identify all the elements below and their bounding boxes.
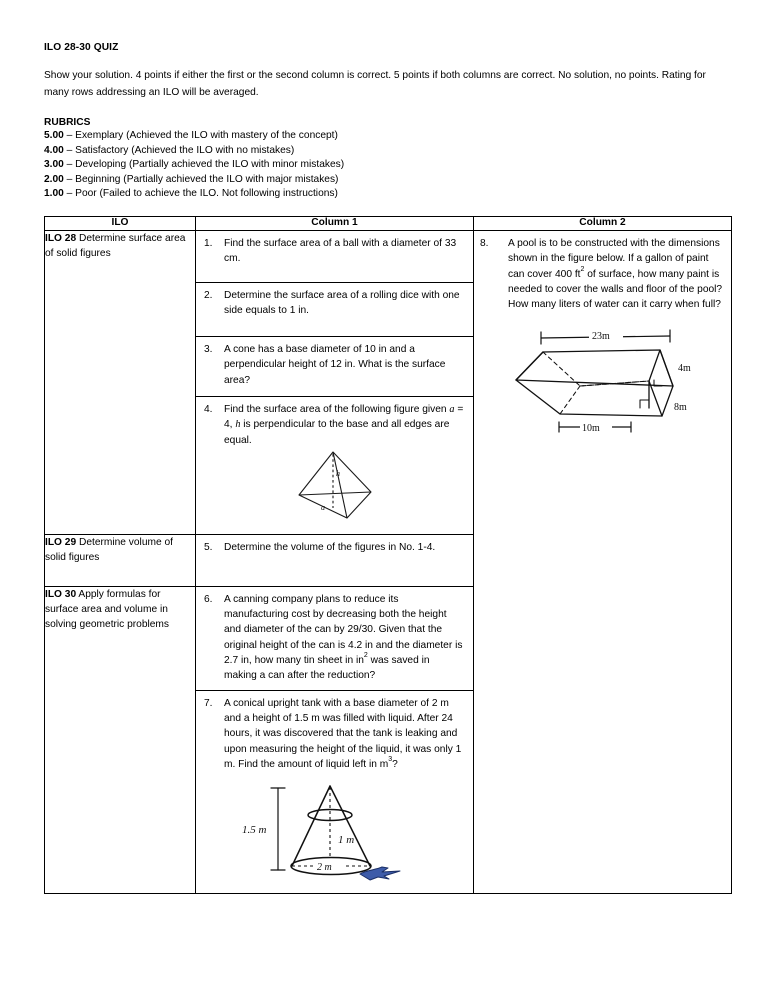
rubric-dash: – <box>63 130 76 141</box>
question-7-superscript: 3 <box>388 755 393 763</box>
rubric-score: 1.00 <box>44 188 64 200</box>
document-content <box>44 42 728 894</box>
question-8-text <box>508 236 723 312</box>
question-3-block <box>196 337 473 397</box>
ilo-30-column1-cell <box>196 586 474 893</box>
ilo-description: Determine volume of solid figures <box>45 536 173 563</box>
question-6-number: 6. <box>204 593 213 605</box>
question-2-block <box>196 283 473 337</box>
pool-bottom-label: 10m <box>581 423 600 435</box>
ilo-description: Apply formulas for surface area and volume in solving geometric problems <box>45 588 170 630</box>
pool-right-upper-label: 4m <box>677 363 691 375</box>
question-4-block <box>196 397 473 534</box>
rubric-text: Exemplary (Achieved the ILO with mastery of the concept) <box>75 130 338 141</box>
header-column-2: Column 2 <box>474 216 732 230</box>
question-6-text-a: A canning company plans to reduce its manufacturing cost by decreasing both the height and diameter of the can by 29/30. Given that the original height of the can is 4.2 in and the diameter is 2.7 in, how many tin sheet in in <box>224 593 463 667</box>
rubric-dash: – <box>63 173 76 185</box>
tetrahedron-height-label: h <box>335 468 340 478</box>
cone-diameter-label: 2 m <box>316 862 332 874</box>
rubric-text: Poor (Failed to achieve the ILO. Not following instructions) <box>75 188 338 200</box>
pool-top-label: 23m <box>591 331 610 343</box>
question-8 <box>480 236 723 312</box>
cone-liquid-height-label: 1 m <box>337 834 354 847</box>
question-8-text-a: A pool is to be constructed with the dimensions shown in the figure below. If a gallon of paint can cover 400 ft <box>508 237 720 280</box>
question-5-number: 5. <box>204 541 213 553</box>
question-4-equals: = <box>454 403 464 415</box>
pool-prism-figure <box>502 324 702 436</box>
cone-total-height-label: 1.5 m <box>241 824 266 837</box>
rubric-score: 2.00 <box>44 173 64 185</box>
instructions-paragraph: Show your solution. 4 points if either the first or the second column is correct. 5 points if both columns are correct. No solution, no points. Rating for many rows addressing an ILO will be averaged. <box>44 70 706 98</box>
table-header-row <box>45 216 732 230</box>
question-1-block <box>196 231 473 283</box>
question-4-text-a: Find the surface area of the following figure given <box>224 403 450 415</box>
question-8-number: 8. <box>480 237 489 249</box>
ilo-28-column1-cell <box>196 230 474 534</box>
header-ilo: ILO <box>45 216 196 230</box>
rubric-dash: – <box>63 159 76 171</box>
variable-a: a <box>449 403 455 415</box>
page-title: ILO 28-30 QUIZ <box>44 42 119 53</box>
question-7-text-a: A conical upright tank with a base diameter of 2 m and a height of 1.5 m was filled with liquid. After 24 hours, it was discovered that the tank is leaking and upon measuring the height of the liquid, it was only 1 m. Find the amount of liquid left in m <box>224 697 462 770</box>
leak-puddle-icon <box>360 867 400 880</box>
ilo-description: Determine surface area of solid figures <box>45 232 186 259</box>
question-7-text <box>224 696 465 772</box>
rubric-item-5 <box>44 129 728 144</box>
question-5-text: Determine the volume of the figures in No. 1-4. <box>224 541 436 553</box>
question-7-number: 7. <box>204 697 213 709</box>
ilo-30-cell <box>45 586 196 893</box>
question-7-text-b: ? <box>392 758 398 770</box>
question-2-number: 2. <box>204 289 213 301</box>
rubric-dash: – <box>63 188 76 200</box>
question-5-block <box>196 535 473 586</box>
question-8-text-b: of surface, how many paint is needed to cover the walls and floor of the pool? How many liters of water can it carry when full? <box>508 268 723 311</box>
variable-h: h <box>235 419 241 431</box>
question-3-text: A cone has a base diameter of 10 in and a perpendicular height of 12 in. What is the surface area? <box>224 343 446 386</box>
rubric-score: 4.00 <box>44 144 64 156</box>
tetrahedron-base-label: a <box>320 502 325 512</box>
cone-figure-wrapper <box>204 778 465 887</box>
question-6-text-b: was saved in making a can after the reduction? <box>224 655 430 682</box>
rubric-dash: – <box>63 144 76 156</box>
tetrahedron-figure-wrapper <box>204 448 465 528</box>
question-6-superscript: 2 <box>363 652 368 660</box>
ilo-code: ILO 30 <box>45 588 77 600</box>
cone-tank-figure <box>242 778 428 882</box>
tetrahedron-figure <box>285 448 385 523</box>
rubric-score: 5.00 <box>44 130 64 141</box>
question-6-block <box>196 587 473 691</box>
question-4-text <box>224 402 465 448</box>
question-7-block <box>196 691 473 893</box>
pool-right-lower-label: 8m <box>673 402 687 414</box>
rubric-text: Developing (Partially achieved the ILO with minor mistakes) <box>75 159 345 171</box>
rubrics-heading: RUBRICS <box>44 117 91 128</box>
pool-figure-wrapper <box>480 324 723 441</box>
question-6-text <box>224 592 465 684</box>
rubric-score: 3.00 <box>44 159 64 171</box>
rubric-item-3 <box>44 158 728 173</box>
rubric-text: Beginning (Partially achieved the ILO with major mistakes) <box>75 173 339 185</box>
rubric-item-2 <box>44 173 728 188</box>
question-3-number: 3. <box>204 343 213 355</box>
ilo-28-cell <box>45 230 196 534</box>
question-4-text-c: is perpendicular to the base and all edges are equal. <box>224 419 450 446</box>
header-column-1: Column 1 <box>196 216 474 230</box>
table-row <box>45 230 732 534</box>
quiz-table <box>44 216 732 894</box>
question-2-text: Determine the surface area of a rolling dice with one side equals to 1 in. <box>224 289 460 317</box>
question-4-value: 4, <box>224 419 236 431</box>
ilo-code: ILO 29 <box>45 536 77 548</box>
question-1-number: 1. <box>204 237 213 249</box>
question-1-text: Find the surface area of a ball with a diameter of 33 cm. <box>224 237 457 265</box>
rubric-text: Satisfactory (Achieved the ILO with no mistakes) <box>75 144 295 156</box>
ilo-code: ILO 28 <box>45 232 77 244</box>
rubric-item-4 <box>44 144 728 159</box>
rubric-item-1 <box>44 187 728 202</box>
column2-cell <box>474 230 732 893</box>
ilo-29-cell <box>45 534 196 586</box>
ilo-29-column1-cell <box>196 534 474 586</box>
question-4-number: 4. <box>204 403 213 415</box>
question-8-superscript: 2 <box>580 265 585 273</box>
